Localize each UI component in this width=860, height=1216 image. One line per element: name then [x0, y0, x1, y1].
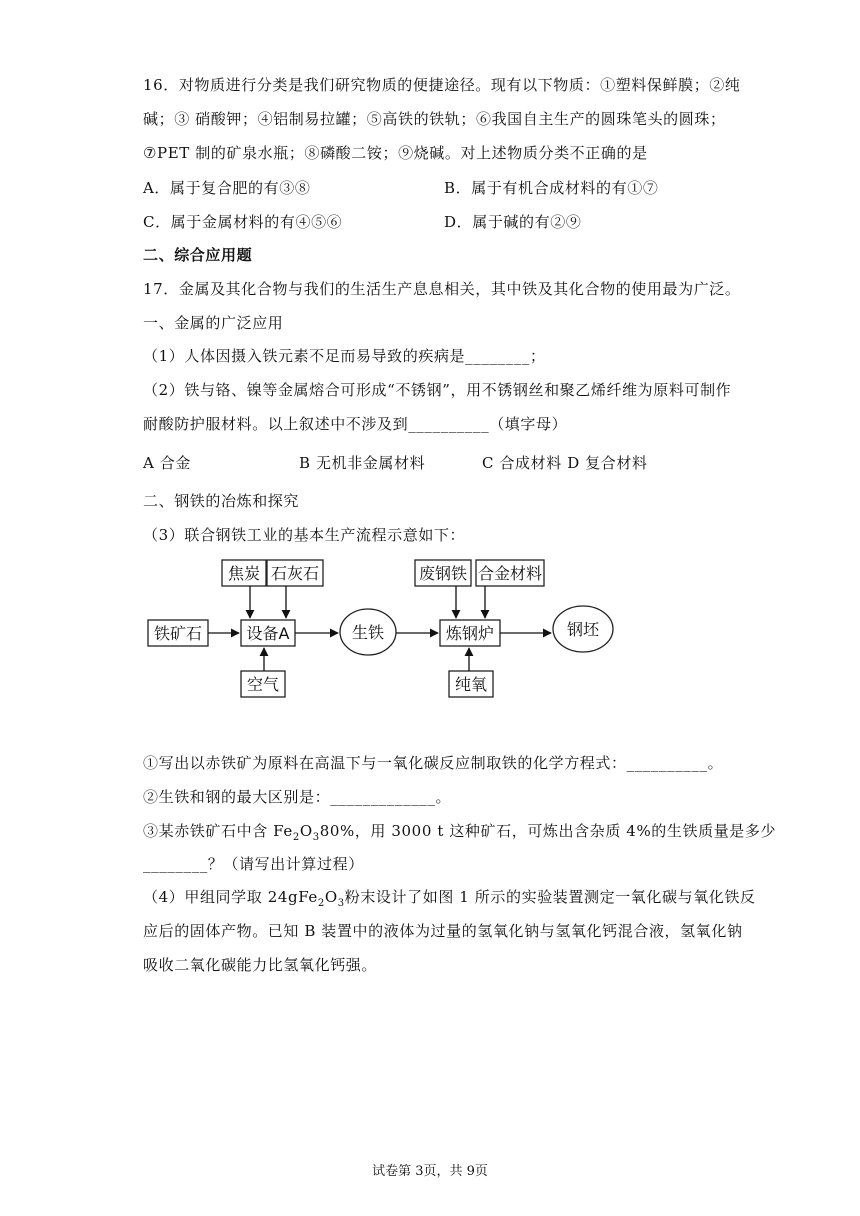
q16-option-b: B．属于有机合成材料的有①⑦	[444, 179, 659, 197]
scrap-iron-label: 废钢铁	[418, 564, 468, 583]
choice-b: B 无机非金属材料	[299, 454, 426, 472]
choice-a: A 合金	[143, 454, 192, 472]
q17-sub-3: （3）联合钢铁工业的基本生产流程示意如下：	[143, 526, 466, 544]
oxygen-label: 纯氧	[454, 675, 488, 694]
q17-sub-4-line-2: 应后的固体产物。已知 B 装置中的液体为过量的氢氧化钠与氢氧化钙混合液，氢氧化钠	[143, 922, 743, 940]
pig-iron-label: 生铁	[351, 623, 385, 642]
limestone-label: 石灰石	[270, 564, 320, 583]
coke-label: 焦炭	[227, 564, 261, 583]
q17-sub-2-line-2: 耐酸防护服材料。以上叙述中不涉及到__________（填字母）	[143, 415, 568, 433]
equipment-a-label: 设备A	[246, 624, 290, 643]
q16-line-1: 16．对物质进行分类是我们研究物质的便捷途径。现有以下物质：①塑料保鲜膜；②纯	[143, 76, 741, 94]
q17-sub-4-line-1: （4）甲组同学取 $24gFe_2O_3$粉末设计了如图 1 所示的实验装置测定一氧化碳与氧化铁反	[143, 888, 756, 909]
q16-line-2: 碱；③ 硝酸钾；④铝制易拉罐；⑤高铁的铁轨；⑥我国自主生产的圆珠笔头的圆珠；	[143, 110, 726, 128]
billet-label: 钢坯	[566, 620, 600, 639]
q16-option-d: D．属于碱的有②⑨	[444, 213, 582, 231]
page-footer: 试卷第 3页，共 9页	[372, 1164, 488, 1179]
q16-option-a: A．属于复合肥的有③⑧	[143, 179, 311, 197]
q17-part-1-heading: 一、金属的广泛应用	[143, 314, 284, 332]
q17-sub-2-line-1: （2）铁与铬、镍等金属熔合可形成“不锈钢”，用不锈钢丝和聚乙烯纤维为原料可制作	[143, 381, 732, 399]
q17-sub-4-line-3: 吸收二氧化碳能力比氢氧化钙强。	[143, 956, 378, 974]
q17-c1: ①写出以赤铁矿为原料在高温下与一氧化碳反应制取铁的化学方程式：__________。	[143, 754, 724, 772]
q17-c2: ②生铁和钢的最大区别是：_____________。	[143, 788, 452, 806]
section-heading: 二、综合应用题	[143, 246, 253, 264]
air-label: 空气	[246, 675, 280, 694]
q17-sub-1: （1）人体因摄入铁元素不足而易导致的疾病是________；	[143, 347, 546, 365]
q16-option-c: C．属于金属材料的有④⑤⑥	[143, 213, 343, 231]
q17-c3-line-1: ③某赤铁矿石中含 $Fe_2O_380\%$，用 3000 t 这种矿石，可炼出含杂质 4%的生铁质量是多少	[143, 822, 777, 843]
q17-part-2-heading: 二、钢铁的冶炼和探究	[143, 492, 300, 510]
alloy-label: 合金材料	[477, 564, 543, 583]
choice-c-d: C 合成材料 D 复合材料	[482, 454, 648, 472]
iron-ore-label: 铁矿石	[153, 624, 203, 643]
q17-intro: 17．金属及其化合物与我们的生活生产息息相关，其中铁及其化合物的使用最为广泛。	[143, 280, 741, 298]
q16-line-3: ⑦PET 制的矿泉水瓶；⑧磷酸二铵；⑨烧碱。对上述物质分类不正确的是	[143, 144, 648, 162]
q17-c3-line-2: ________？（请写出计算过程）	[143, 855, 364, 873]
furnace-label: 炼钢炉	[445, 624, 495, 643]
steel-production-flowchart	[140, 556, 620, 700]
